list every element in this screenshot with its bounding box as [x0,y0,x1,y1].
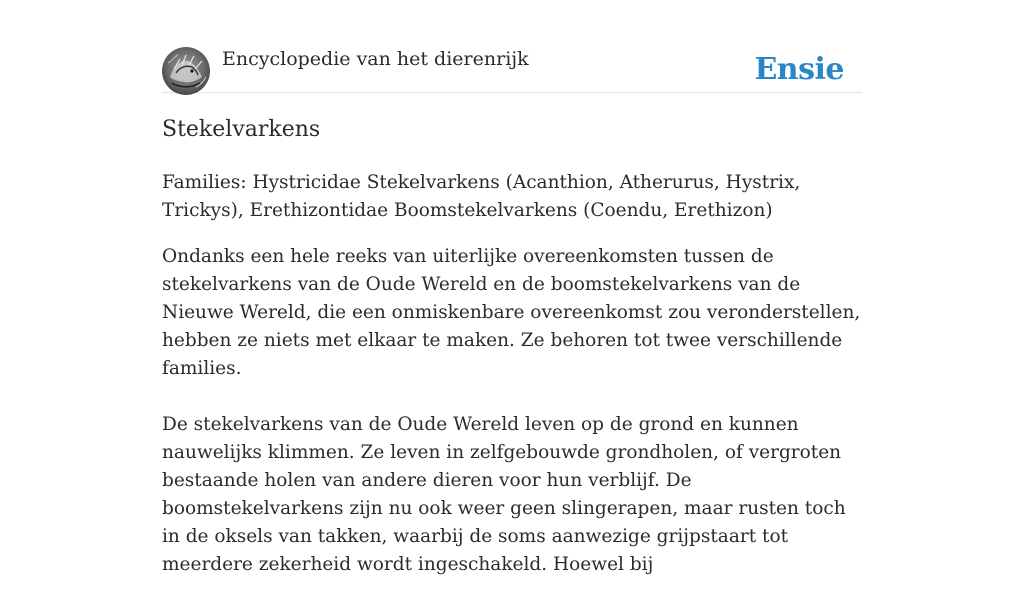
article-body [162,243,862,607]
header [162,46,862,93]
families-line: Families: Hystricidae Stekelvarkens (Acanthion, Atherurus, Hystrix, Trickys), Erethizontidae Boomstekelvarkens (Coendu, Erethizon) [162,172,801,221]
site-title[interactable]: Encyclopedie van het dierenrijk [222,48,529,70]
page-title: Stekelvarkens [162,117,321,142]
ensie-logo[interactable]: Ensie [754,52,844,87]
book-cover-avatar[interactable] [162,47,210,95]
paragraph: Ondanks een hele reeks van uiterlijke overeenkomsten tussen de stekelvarkens van de Oude Wereld en de boomstekelvarkens van de Nieuwe Wereld, die een onmiskenbare overeenkomst zou veronderstellen, hebben ze niets met elkaar te maken. Ze behoren tot twee verschillende families. [162,246,861,379]
page [162,0,862,575]
animal-illustration-icon [162,47,210,95]
paragraph: De stekelvarkens van de Oude Wereld leven op de grond en kunnen nauwelijks klimmen. Ze leven in zelfgebouwde grondholen, of vergroten bestaande holen van andere dieren voor hun verblijf. De boomstekelvarkens zijn nu ook weer geen slingerapen, maar rusten toch in de oksels van takken, waarbij de soms aanwezige grijpstaart tot meerdere zekerheid wordt ingeschakeld. Hoewel bij [162,414,846,575]
